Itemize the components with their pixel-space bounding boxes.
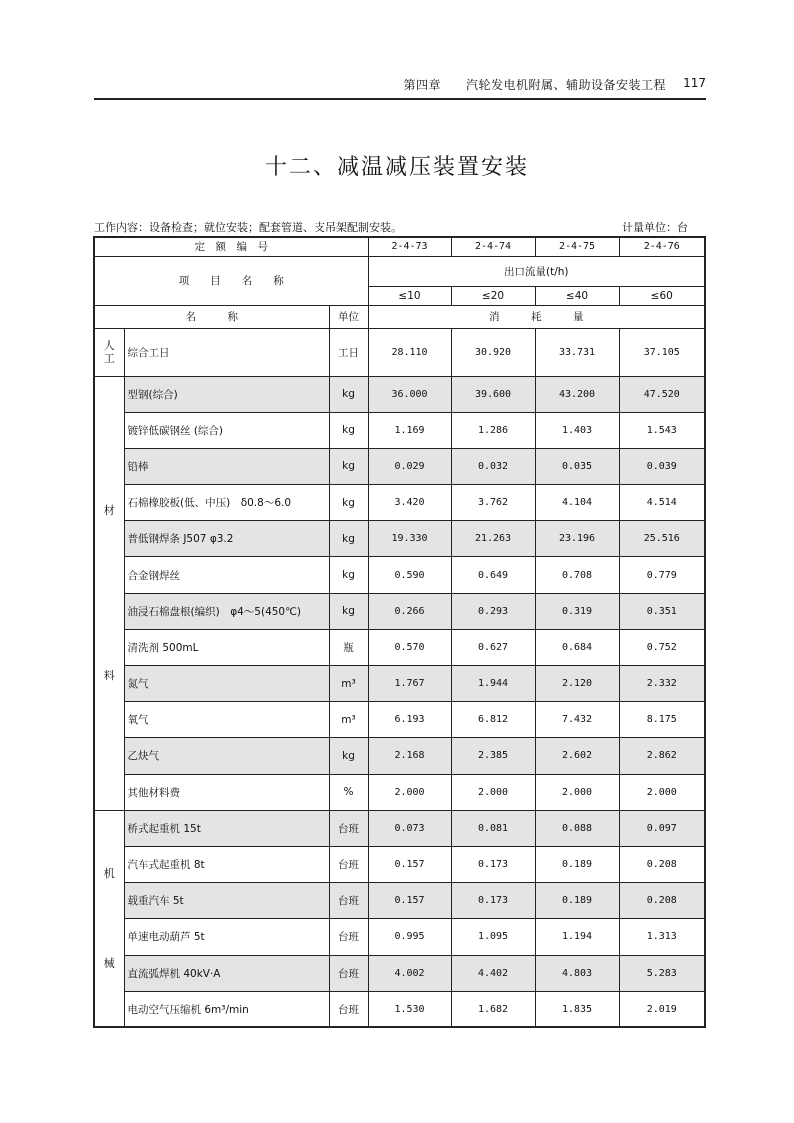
consumption-value: 0.097 — [619, 810, 705, 846]
item-name: 桥式起重机 15t — [124, 810, 329, 846]
table-row — [94, 666, 705, 702]
item-unit: kg — [329, 593, 368, 629]
consumption-value: 2.000 — [368, 774, 451, 810]
consumption-value: 2.332 — [619, 666, 705, 702]
consumption-value: 0.995 — [368, 919, 451, 955]
consumption-value: 1.682 — [451, 991, 535, 1027]
item-unit: kg — [329, 557, 368, 593]
column-header-row — [94, 305, 705, 328]
consumption-value: 2.000 — [619, 774, 705, 810]
param-value: ≤20 — [451, 286, 535, 305]
consumption-value: 1.194 — [535, 919, 619, 955]
category-char: 人 — [103, 338, 115, 352]
table-row — [94, 810, 705, 846]
consumption-value: 1.169 — [368, 412, 451, 448]
category-char: 材 — [103, 503, 115, 517]
consumption-value: 0.708 — [535, 557, 619, 593]
consumption-value: 4.104 — [535, 485, 619, 521]
category-labor — [94, 328, 124, 376]
param-value: ≤60 — [619, 286, 705, 305]
consumption-value: 36.000 — [368, 376, 451, 412]
item-unit: kg — [329, 521, 368, 557]
consumption-value: 23.196 — [535, 521, 619, 557]
column-consume-label: 消 耗 量 — [368, 305, 705, 328]
quota-table-body — [94, 237, 705, 1027]
chapter-title: 第四章 汽轮发电机附属、辅助设备安装工程 — [403, 78, 666, 92]
consumption-value: 0.779 — [619, 557, 705, 593]
item-unit: kg — [329, 448, 368, 484]
item-unit: 台班 — [329, 846, 368, 882]
consumption-value: 0.029 — [368, 448, 451, 484]
consumption-value: 0.570 — [368, 629, 451, 665]
consumption-value: 4.803 — [535, 955, 619, 991]
table-meta — [94, 219, 688, 235]
item-unit: kg — [329, 738, 368, 774]
page-header — [94, 72, 706, 100]
item-unit: % — [329, 774, 368, 810]
item-name: 直流弧焊机 40kV·A — [124, 955, 329, 991]
consumption-value: 0.293 — [451, 593, 535, 629]
quota-code: 2-4-76 — [619, 237, 705, 256]
consumption-value: 2.385 — [451, 738, 535, 774]
item-name: 氧气 — [124, 702, 329, 738]
consumption-value: 1.767 — [368, 666, 451, 702]
consumption-value: 30.920 — [451, 328, 535, 376]
page-number: 117 — [683, 76, 706, 90]
consumption-value: 6.812 — [451, 702, 535, 738]
item-name: 普低钢焊条 J507 φ3.2 — [124, 521, 329, 557]
consumption-value: 0.627 — [451, 629, 535, 665]
item-unit: kg — [329, 376, 368, 412]
measurement-unit: 计量单位：台 — [622, 221, 688, 234]
item-unit: 台班 — [329, 919, 368, 955]
item-unit: 工日 — [329, 328, 368, 376]
consumption-value: 4.002 — [368, 955, 451, 991]
consumption-value: 0.189 — [535, 883, 619, 919]
table-row — [94, 376, 705, 412]
item-name-label: 项 目 名 称 — [94, 256, 368, 305]
item-name: 汽车式起重机 8t — [124, 846, 329, 882]
consumption-value: 1.835 — [535, 991, 619, 1027]
consumption-value: 33.731 — [535, 328, 619, 376]
consumption-value: 2.019 — [619, 991, 705, 1027]
consumption-value: 1.944 — [451, 666, 535, 702]
consumption-value: 21.263 — [451, 521, 535, 557]
item-unit: 台班 — [329, 991, 368, 1027]
category-char: 工 — [103, 352, 115, 365]
item-name: 油浸石棉盘根(编织) φ4～5(450℃) — [124, 593, 329, 629]
item-name: 单速电动葫芦 5t — [124, 919, 329, 955]
table-row — [94, 702, 705, 738]
item-unit: m³ — [329, 702, 368, 738]
category-materials — [94, 376, 124, 810]
quota-code: 2-4-73 — [368, 237, 451, 256]
quota-code: 2-4-74 — [451, 237, 535, 256]
item-name: 综合工日 — [124, 328, 329, 376]
consumption-value: 0.157 — [368, 846, 451, 882]
consumption-value: 0.173 — [451, 883, 535, 919]
consumption-value: 0.266 — [368, 593, 451, 629]
consumption-value: 2.602 — [535, 738, 619, 774]
consumption-value: 0.039 — [619, 448, 705, 484]
consumption-value: 8.175 — [619, 702, 705, 738]
consumption-value: 19.330 — [368, 521, 451, 557]
table-row — [94, 774, 705, 810]
table-row — [94, 557, 705, 593]
item-name-row — [94, 256, 705, 286]
consumption-value: 0.319 — [535, 593, 619, 629]
consumption-value: 25.516 — [619, 521, 705, 557]
item-name: 乙炔气 — [124, 738, 329, 774]
consumption-value: 28.110 — [368, 328, 451, 376]
item-unit: kg — [329, 485, 368, 521]
consumption-value: 0.088 — [535, 810, 619, 846]
consumption-value: 4.402 — [451, 955, 535, 991]
quota-table — [93, 236, 706, 1028]
item-name: 电动空气压缩机 6m³/min — [124, 991, 329, 1027]
table-row — [94, 629, 705, 665]
table-row — [94, 328, 705, 376]
quota-code: 2-4-75 — [535, 237, 619, 256]
consumption-value: 0.590 — [368, 557, 451, 593]
section-title: 十二、减温减压装置安装 — [264, 155, 529, 180]
category-char: 机 — [103, 867, 115, 881]
consumption-value: 2.000 — [535, 774, 619, 810]
item-name: 合金钢焊丝 — [124, 557, 329, 593]
category-char: 料 — [103, 669, 115, 683]
table-row — [94, 521, 705, 557]
consumption-value: 0.351 — [619, 593, 705, 629]
param-value: ≤10 — [368, 286, 451, 305]
consumption-value: 0.073 — [368, 810, 451, 846]
work-content: 工作内容：设备检查；就位安装；配套管道、支吊架配制安装。 — [94, 221, 402, 234]
item-name: 其他材料费 — [124, 774, 329, 810]
consumption-value: 0.752 — [619, 629, 705, 665]
quota-number-row — [94, 237, 705, 256]
consumption-value: 6.193 — [368, 702, 451, 738]
table-row — [94, 883, 705, 919]
consumption-value: 0.208 — [619, 846, 705, 882]
table-row — [94, 846, 705, 882]
consumption-value: 2.120 — [535, 666, 619, 702]
consumption-value: 4.514 — [619, 485, 705, 521]
consumption-value: 0.081 — [451, 810, 535, 846]
consumption-value: 0.032 — [451, 448, 535, 484]
item-name: 石棉橡胶板(低、中压) δ0.8～6.0 — [124, 485, 329, 521]
consumption-value: 2.862 — [619, 738, 705, 774]
item-unit: 台班 — [329, 810, 368, 846]
item-unit: kg — [329, 412, 368, 448]
consumption-value: 5.283 — [619, 955, 705, 991]
consumption-value: 2.168 — [368, 738, 451, 774]
table-row — [94, 448, 705, 484]
item-name: 清洗剂 500mL — [124, 629, 329, 665]
table-row — [94, 485, 705, 521]
consumption-value: 0.208 — [619, 883, 705, 919]
consumption-value: 1.530 — [368, 991, 451, 1027]
item-unit: 瓶 — [329, 629, 368, 665]
item-unit: 台班 — [329, 883, 368, 919]
consumption-value: 0.157 — [368, 883, 451, 919]
table-row — [94, 412, 705, 448]
category-machinery — [94, 810, 124, 1027]
column-name-label: 名 称 — [94, 305, 329, 328]
consumption-value: 47.520 — [619, 376, 705, 412]
consumption-value: 3.420 — [368, 485, 451, 521]
consumption-value: 1.403 — [535, 412, 619, 448]
table-row — [94, 919, 705, 955]
item-name: 铅棒 — [124, 448, 329, 484]
item-name: 型钢(综合) — [124, 376, 329, 412]
consumption-value: 3.762 — [451, 485, 535, 521]
table-row — [94, 991, 705, 1027]
table-row — [94, 738, 705, 774]
item-unit: m³ — [329, 666, 368, 702]
table-row — [94, 955, 705, 991]
consumption-value: 2.000 — [451, 774, 535, 810]
param-value: ≤40 — [535, 286, 619, 305]
consumption-value: 7.432 — [535, 702, 619, 738]
param-label: 出口流量(t/h) — [368, 256, 705, 286]
consumption-value: 1.313 — [619, 919, 705, 955]
quota-number-label: 定 额 编 号 — [94, 237, 368, 256]
consumption-value: 1.286 — [451, 412, 535, 448]
consumption-value: 37.105 — [619, 328, 705, 376]
consumption-value: 1.543 — [619, 412, 705, 448]
item-name: 镀锌低碳钢丝 (综合) — [124, 412, 329, 448]
consumption-value: 0.649 — [451, 557, 535, 593]
item-name: 载重汽车 5t — [124, 883, 329, 919]
table-row — [94, 593, 705, 629]
consumption-value: 43.200 — [535, 376, 619, 412]
consumption-value: 0.684 — [535, 629, 619, 665]
category-char: 械 — [103, 956, 115, 970]
consumption-value: 0.035 — [535, 448, 619, 484]
column-unit-label: 单位 — [329, 305, 368, 328]
consumption-value: 39.600 — [451, 376, 535, 412]
item-name: 氮气 — [124, 666, 329, 702]
item-unit: 台班 — [329, 955, 368, 991]
consumption-value: 0.173 — [451, 846, 535, 882]
consumption-value: 1.095 — [451, 919, 535, 955]
consumption-value: 0.189 — [535, 846, 619, 882]
